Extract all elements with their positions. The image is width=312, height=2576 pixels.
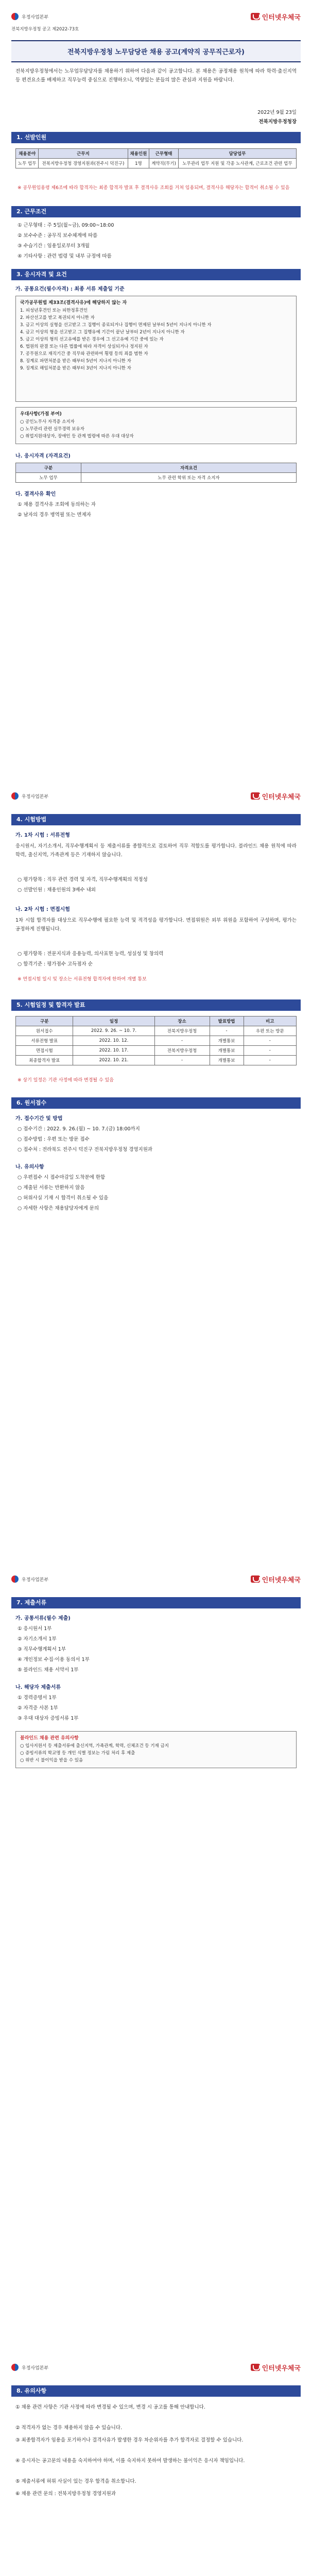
list-item: ○ 자세한 사항은 채용담당자에게 문의	[18, 1206, 99, 1211]
ministry-brand	[11, 792, 48, 800]
section-1-heading: 1. 선발인원	[11, 132, 301, 143]
post-logo-icon	[251, 1575, 260, 1583]
col-header: 일정	[73, 1016, 154, 1026]
box-line: ○ 노무관리 관련 실무경력 보유자	[20, 427, 84, 432]
ministry-emblem-icon	[11, 2364, 19, 2371]
table-cell: 노무 업무	[16, 159, 39, 168]
table-cell: 전북지방우정청 경영지원과(전주시 덕진구)	[39, 159, 128, 168]
header-bar	[11, 786, 301, 806]
post-brand-name: 인터넷우체국	[262, 13, 301, 22]
col-header: 비고	[244, 1016, 296, 1026]
list-item: ⑥ 채용 관련 문의 : 전북지방우정청 경영지원과	[15, 2491, 116, 2497]
list-item: ⑤ 블라인드 채용 서약서 1부	[18, 1667, 79, 1673]
ministry-name: 우정사업본부	[22, 794, 49, 800]
post-brand-name: 인터넷우체국	[262, 1576, 301, 1584]
subsection-heading: 가. 1차 시험 : 서류전형	[15, 833, 70, 838]
table-cell: 노무관리 업무 지원 및 각종 노사관계, 근로조건 관련 업무	[179, 159, 297, 168]
issuing-org: 전북지방우정청장	[258, 119, 297, 125]
table-cell: 서류전형 발표	[16, 1036, 73, 1046]
header-bar	[11, 2357, 301, 2378]
box-line: ○ 취업지원대상자, 장애인 등 관계 법령에 따른 우대 대상자	[20, 434, 134, 439]
col-header: 채용분야	[16, 149, 39, 159]
col-header: 발표방법	[210, 1016, 244, 1026]
section-1-note: ※ 공무원임용령 제6조에 따라 합격자는 최종 합격자 발표 후 결격사유 조회를 거쳐 임용되며, 결격사유 해당자는 합격이 취소될 수 있음	[18, 185, 290, 191]
col-header: 담당업무	[179, 149, 297, 159]
disqualification-box	[15, 296, 297, 402]
intro-paragraph: 전북지방우정청에서는 노무업무담당자를 채용하기 위하여 다음과 같이 공고합니다. 본 채용은 공정채용 원칙에 따라 학력·출신지역 등 편견요소를 배제하고 직무능력 중심으로 진행하오니, 역량있는 분들의 많은 관심과 지원을 바랍니다.	[15, 69, 297, 83]
ministry-name: 우정사업본부	[22, 2365, 49, 2371]
table-cell: 개별통보	[210, 1056, 244, 1065]
post-brand-name: 인터넷우체국	[262, 793, 301, 801]
table-cell: -	[154, 1056, 210, 1065]
subsection-heading: 가. 접수기간 및 방법	[15, 1116, 63, 1122]
table-cell: 개별통보	[210, 1046, 244, 1056]
ministry-emblem-icon	[11, 13, 19, 20]
table-cell: 우편 또는 방문	[244, 1026, 296, 1036]
list-item: ○ 우편접수 시 접수마감일 도착분에 한함	[18, 1175, 106, 1180]
post-brand	[251, 12, 301, 22]
list-item: ③ 직무수행계획서 1부	[18, 1647, 66, 1652]
list-item: ② 자기소개서 1부	[18, 1636, 57, 1642]
list-item: ○ 허위사실 기재 시 합격이 취소될 수 있음	[18, 1195, 109, 1201]
post-brand	[251, 791, 301, 801]
list-item: ④ 응시자는 공고문의 내용을 숙지하여야 하며, 이를 숙지하지 못하여 발생하는 불이익은 응시자 책임입니다.	[15, 2458, 245, 2464]
section-3-heading: 3. 응시자격 및 요건	[11, 269, 301, 280]
table-cell: 원서접수	[16, 1026, 73, 1036]
paragraph: 응시원서, 자기소개서, 직무수행계획서 등 제출서류를 종합적으로 검토하여 직무 적합도를 평가합니다. 블라인드 채용 원칙에 따라 학력, 출신지역, 가족관계 등은 기재하지 않습니다.	[15, 843, 297, 858]
ministry-name: 우정사업본부	[22, 14, 49, 20]
list-item: ② 자격증 사본 1부	[18, 1705, 58, 1711]
list-item: ○ 선발인원 : 채용인원의 3배수 내외	[18, 887, 96, 893]
list-item: ③ 우대 대상자 증빙서류 1부	[18, 1716, 79, 1721]
table-row	[16, 1036, 297, 1046]
table-cell: -	[244, 1036, 296, 1046]
post-brand	[251, 2363, 301, 2372]
col-header: 자격요건	[81, 463, 297, 473]
box-heading: 국가공무원법 제33조(결격사유)에 해당하지 않는 자	[20, 300, 127, 306]
list-item: ② 남자의 경우 병역필 또는 면제자	[18, 512, 91, 518]
table-cell: 2022. 10. 21.	[73, 1056, 154, 1065]
section-5-heading: 5. 시험일정 및 합격자 발표	[11, 999, 301, 1011]
list-item: ○ 접수처 : 전라북도 전주시 덕진구 전북지방우정청 경영지원과	[18, 1147, 153, 1153]
col-header: 장소	[154, 1016, 210, 1026]
list-item: ⑤ 제출서류에 허위 사실이 있는 경우 합격을 취소합니다.	[15, 2479, 136, 2484]
notice-date: 2022년 9월 23일	[257, 110, 297, 115]
page-title: 전북지방우정청 노무담당관 채용 공고(계약직 공무직근로자)	[11, 40, 301, 62]
section-4-note: ※ 면접시험 일시 및 장소는 서류전형 합격자에 한하여 개별 통보	[18, 977, 147, 982]
list-item: ○ 접수방법 : 우편 또는 방문 접수	[18, 1137, 90, 1142]
col-header: 근무지	[39, 149, 128, 159]
post-brand-name: 인터넷우체국	[262, 2364, 301, 2372]
col-header: 채용인원	[128, 149, 149, 159]
table-cell: 면접시험	[16, 1046, 73, 1056]
box-line: 1. 피성년후견인 또는 피한정후견인	[20, 308, 88, 313]
table-cell: 노무 관련 학위 또는 자격 소지자	[81, 473, 297, 483]
list-item: ① 채용 관련 사항은 기관 사정에 따라 변경될 수 있으며, 변경 시 공고를 통해 안내합니다.	[15, 2404, 205, 2410]
section-2-heading: 2. 근무조건	[11, 206, 301, 217]
notice-number: 전북지방우정청 공고 제2022-73호	[11, 27, 79, 32]
table-cell: -	[244, 1046, 296, 1056]
subsection-heading: 다. 결격사유 확인	[15, 492, 56, 497]
box-heading: 우대사항(가점 부여)	[20, 412, 62, 417]
table-cell: 개별통보	[210, 1036, 244, 1046]
table-cell: 노무 업무	[16, 473, 81, 483]
schedule-table	[15, 1016, 297, 1065]
qualification-table	[15, 463, 297, 483]
header-bar	[11, 6, 301, 27]
table-cell: -	[210, 1026, 244, 1036]
list-item: ○ 합격기준 : 평가점수 고득점자 순	[18, 961, 93, 967]
table-cell: -	[154, 1036, 210, 1046]
subsection-heading: 나. 응시자격 (자격요건)	[15, 453, 71, 459]
ministry-name: 우정사업본부	[22, 1577, 49, 1583]
box-line: 9. 징계로 해임처분을 받은 때부터 3년이 지나지 아니한 자	[20, 366, 131, 371]
box-line: 3. 금고 이상의 실형을 선고받고 그 집행이 종료되거나 집행이 면제된 날부터 5년이 지나지 아니한 자	[20, 323, 212, 328]
table-row	[16, 1046, 297, 1056]
table-cell: 2022. 10. 12.	[73, 1036, 154, 1046]
list-item: ② 보수수준 : 공무직 보수체계에 따름	[18, 233, 98, 239]
list-item: ② 적격자가 없는 경우 채용하지 않을 수 있습니다.	[15, 2425, 123, 2431]
table-cell: 전북지방우정청	[154, 1046, 210, 1056]
table-cell: 2022. 10. 17.	[73, 1046, 154, 1056]
list-item: ④ 기타사항 : 관련 법령 및 내부 규정에 따름	[18, 253, 112, 259]
preference-box	[15, 407, 297, 444]
subsection-heading: 가. 공통요건(필수자격) : 최종 서류 제출일 기준	[15, 286, 125, 292]
table-row	[16, 473, 297, 483]
subsection-heading: 가. 공통서류(필수 제출)	[15, 1616, 71, 1621]
post-logo-icon	[251, 13, 260, 20]
list-item: ○ 평가항목 : 전문지식과 응용능력, 의사표현 능력, 성실성 및 창의력	[18, 951, 164, 957]
table-cell: 최종합격자 발표	[16, 1056, 73, 1065]
post-brand	[251, 1574, 301, 1584]
box-line: ○ 증빙서류의 학교명 등 개인 식별 정보는 가림 처리 후 제출	[20, 1751, 135, 1756]
table-cell: 전북지방우정청	[154, 1026, 210, 1036]
list-item: ④ 개인정보 수집·이용 동의서 1부	[18, 1657, 90, 1663]
col-header: 구분	[16, 1016, 73, 1026]
table-cell: 1명	[128, 159, 149, 168]
ministry-emblem-icon	[11, 792, 19, 800]
box-line: 2. 파산선고를 받고 복권되지 아니한 자	[20, 315, 95, 320]
list-item: ○ 평가항목 : 직무 관련 경력 및 자격, 직무수행계획의 적정성	[18, 877, 148, 883]
list-item: ① 경력증명서 1부	[18, 1695, 57, 1701]
list-item: ① 근무형태 : 주 5일(월~금), 09:00~18:00	[18, 223, 114, 228]
col-header: 구분	[16, 463, 81, 473]
post-logo-icon	[251, 2364, 260, 2371]
subsection-heading: 나. 해당자 제출서류	[15, 1685, 61, 1690]
list-item: ③ 최종합격자가 임용을 포기하거나 결격사유가 발생한 경우 차순위자를 추가 합격자로 결정할 수 있습니다.	[15, 2437, 244, 2443]
box-line: 6. 법원의 판결 또는 다른 법률에 따라 자격이 상실되거나 정지된 자	[20, 344, 148, 349]
blind-hiring-box	[15, 1731, 297, 1768]
list-item: ○ 제출된 서류는 반환하지 않음	[18, 1185, 85, 1191]
subsection-heading: 나. 2차 시험 : 면접시험	[15, 907, 70, 912]
list-item: ① 채용 결격사유 조회에 동의하는 자	[18, 502, 96, 507]
header-bar	[11, 1569, 301, 1589]
paragraph: 1차 시험 합격자를 대상으로 직무수행에 필요한 능력 및 적격성을 평가합니다. 면접위원은 외부 위원을 포함하여 구성하며, 평가는 공정하게 진행됩니다.	[15, 918, 297, 932]
col-header: 근무형태	[149, 149, 179, 159]
positions-table	[15, 148, 297, 168]
list-item: ○ 접수기간 : 2022. 9. 26.(월) ~ 10. 7.(금) 18:00까지	[18, 1126, 140, 1132]
table-row	[16, 1026, 297, 1036]
box-line: ○ 공인노무사 자격증 소지자	[20, 419, 75, 425]
box-line: 8. 징계로 파면처분을 받은 때부터 5년이 지나지 아니한 자	[20, 359, 131, 364]
section-5-note: ※ 상기 일정은 기관 사정에 따라 변경될 수 있음	[18, 1078, 114, 1083]
post-logo-icon	[251, 792, 260, 800]
ministry-emblem-icon	[11, 1575, 19, 1583]
table-cell: -	[244, 1056, 296, 1065]
table-row	[16, 1056, 297, 1065]
section-6-heading: 6. 원서접수	[11, 1097, 301, 1109]
section-8-heading: 8. 유의사항	[11, 2385, 301, 2397]
subsection-heading: 나. 유의사항	[15, 1164, 44, 1170]
table-cell: 계약직(무기)	[149, 159, 179, 168]
table-cell: 2022. 9. 26. ~ 10. 7.	[73, 1026, 154, 1036]
ministry-brand	[11, 13, 48, 20]
box-heading: 블라인드 채용 관련 유의사항	[20, 1736, 79, 1741]
section-7-heading: 7. 제출서류	[11, 1597, 301, 1608]
list-item: ① 응시원서 1부	[18, 1626, 52, 1632]
table-row	[16, 159, 297, 168]
ministry-brand	[11, 1575, 48, 1583]
ministry-brand	[11, 2364, 48, 2371]
box-line: 7. 공무원으로 재직기간 중 직무와 관련하여 횡령 등의 죄를 범한 자	[20, 351, 148, 357]
box-line: 5. 금고 이상의 형의 선고유예를 받은 경우에 그 선고유예 기간 중에 있는 자	[20, 337, 164, 342]
box-line: ○ 위반 시 불이익을 받을 수 있음	[20, 1758, 83, 1763]
list-item: ③ 수습기간 : 임용일로부터 3개월	[18, 243, 90, 249]
box-line: ○ 입사지원서 등 제출서류에 출신지역, 가족관계, 학력, 신체조건 등 기재 금지	[20, 1743, 169, 1749]
box-line: 4. 금고 이상의 형을 선고받고 그 집행유예 기간이 끝난 날부터 2년이 지나지 아니한 자	[20, 330, 185, 335]
section-4-heading: 4. 시험방법	[11, 814, 301, 825]
